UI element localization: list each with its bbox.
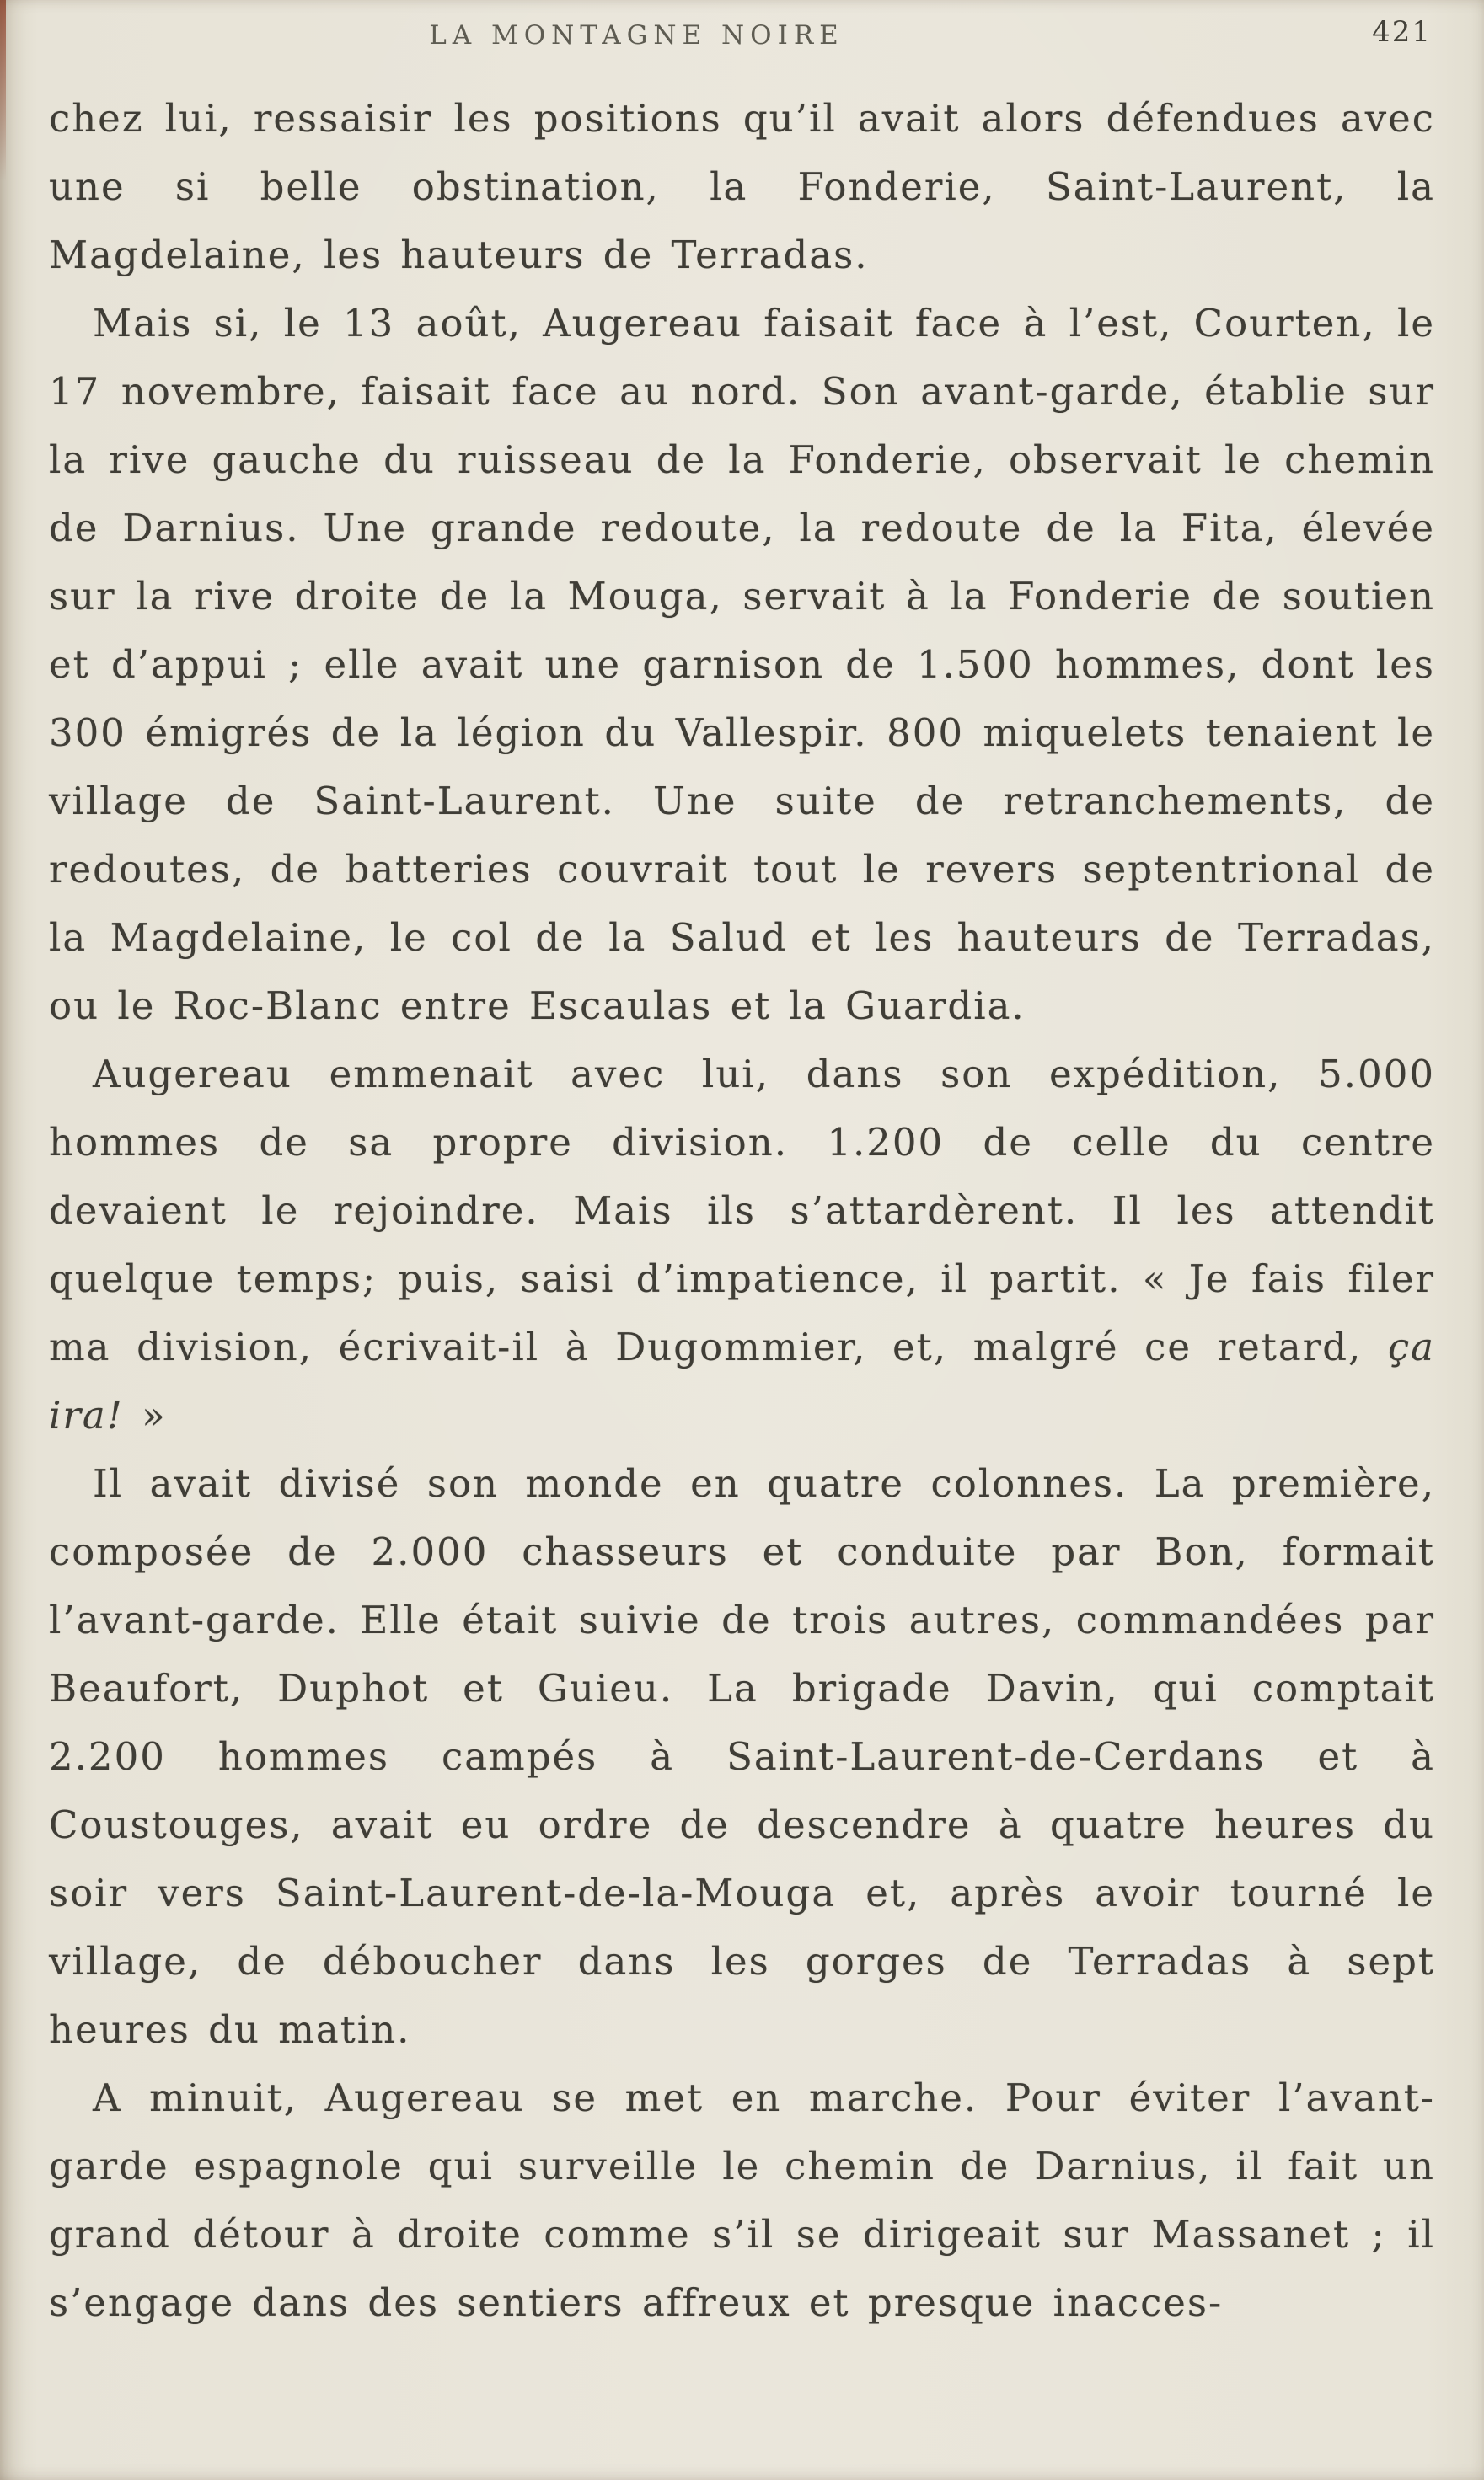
text-run: A minuit, Augereau se met en marche. Pour éviter l’avant-garde espagnole qui surveille le chemin de Darnius, il fait un grand détour à droite comme s’il se dirigeait sur Massanet ; il s’engage dans des sentiers affreux et presque inacces- — [49, 2076, 1435, 2325]
text-run: Augereau emmenait avec lui, dans son expédition, 5.000 hommes de sa propre division. 1.200 de celle du centre devaient le rejoindre. Mais ils s’attardèrent. Il les attendit quelque temps; puis, saisi d’impatience, il partit. « Je fais filer ma division, écrivait-il à Dugommier, et, malgré ce retard, — [49, 1052, 1435, 1369]
italic-quote: ça ira! — [49, 1325, 1435, 1438]
page-header — [0, 0, 1484, 67]
text-run: Il avait divisé son monde en quatre colonnes. La première, composée de 2.000 chasseurs et conduite par Bon, formait l’avant-garde. Elle était suivie de trois autres, commandées par Beaufort, Duphot et Guieu. La brigade Davin, qui comptait 2.200 hommes campés à Saint-Laurent-de-Cerdans et à Coustouges, avait eu ordre de descendre à quatre heures du soir vers Saint-Laurent-de-la-Mouga et, après avoir tourné le village, de déboucher dans les gorges de Terradas à sept heures du matin. — [49, 1461, 1435, 2052]
page-body — [49, 84, 1435, 2337]
paragraph — [49, 84, 1435, 289]
paragraph — [49, 1449, 1435, 2064]
paragraph — [49, 2064, 1435, 2337]
text-run: » — [123, 1393, 167, 1438]
page-number: 421 — [1372, 15, 1432, 49]
paragraph — [49, 289, 1435, 1040]
running-title: LA MONTAGNE NOIRE — [429, 20, 844, 51]
text-run: chez lui, ressaisir les positions qu’il avait alors défendues avec une si belle obstination, la Fonderie, Saint-Laurent, la Magdelaine, les hauteurs de Terradas. — [49, 96, 1435, 277]
text-run: Mais si, le 13 août, Augereau faisait face à l’est, Courten, le 17 novembre, faisait face au nord. Son avant-garde, établie sur la rive gauche du ruisseau de la Fonderie, observait le chemin de Darnius. Une grande redoute, la redoute de la Fita, élevée sur la rive droite de la Mouga, servait à la Fonderie de soutien et d’appui ; elle avait une garnison de 1.500 hommes, dont les 300 émigrés de la légion du Vallespir. 800 miquelets tenaient le village de Saint-Laurent. Une suite de retranchements, de redoutes, de batteries couvrait tout le revers septentrional de la Magdelaine, le col de la Salud et les hauteurs de Terradas, ou le Roc-Blanc entre Escaulas et la Guardia. — [49, 301, 1435, 1028]
paragraph — [49, 1040, 1435, 1449]
